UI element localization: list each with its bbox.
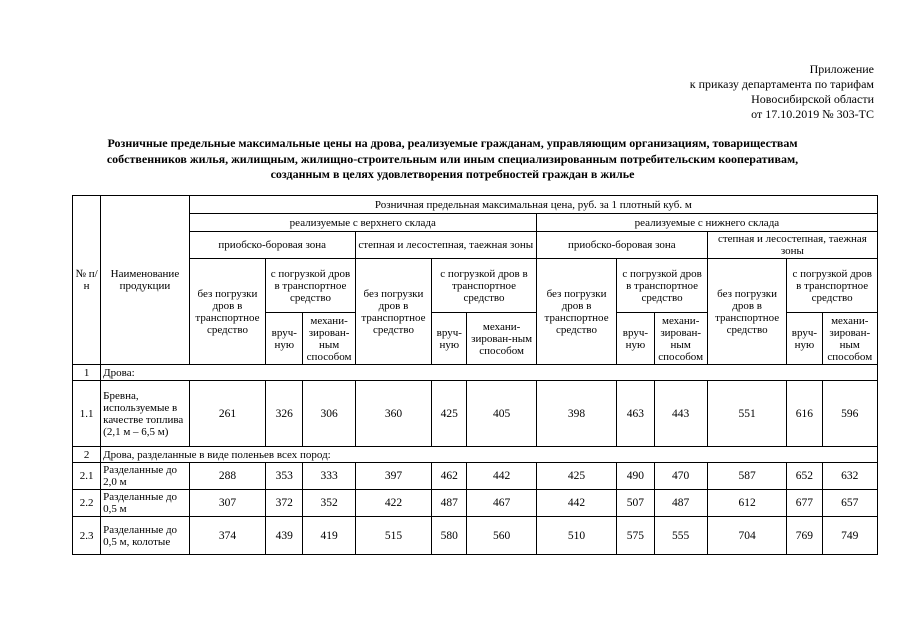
appendix-line: Новосибирской области <box>751 92 874 106</box>
section-row <box>73 447 878 463</box>
price-cell: 288 <box>189 463 265 490</box>
price-cell: 360 <box>355 381 431 447</box>
table-row <box>73 463 878 490</box>
price-cell: 657 <box>822 490 877 517</box>
header-zone-steppe: степная и лесостепная, таежная зоны <box>707 232 877 259</box>
price-cell: 261 <box>189 381 265 447</box>
table-row <box>73 517 878 555</box>
price-cell: 333 <box>303 463 355 490</box>
price-cell: 510 <box>536 517 616 555</box>
price-cell: 467 <box>467 490 536 517</box>
header-manual: вруч-ную <box>266 313 303 365</box>
header-mechanized: механи-зирован-ным способом <box>467 313 536 365</box>
price-cell: 443 <box>654 381 707 447</box>
price-cell: 616 <box>787 381 822 447</box>
header-manual: вруч-ную <box>617 313 654 365</box>
price-cell: 397 <box>355 463 431 490</box>
header-product-name: Наименование продукции <box>101 196 190 365</box>
price-cell: 425 <box>536 463 616 490</box>
price-cell: 487 <box>432 490 467 517</box>
price-cell: 652 <box>787 463 822 490</box>
price-cell: 507 <box>617 490 654 517</box>
row-number: 2.2 <box>73 490 101 517</box>
section-number: 2 <box>73 447 101 463</box>
price-cell: 419 <box>303 517 355 555</box>
product-name: Разделанные до 0,5 м, колотые <box>101 517 190 555</box>
price-cell: 326 <box>266 381 303 447</box>
appendix-line: к приказу департамента по тарифам <box>689 77 874 91</box>
header-with-loading: с погрузкой дров в транспортное средство <box>787 259 878 313</box>
price-cell: 560 <box>467 517 536 555</box>
header-num: № п/н <box>73 196 101 365</box>
price-cell: 487 <box>654 490 707 517</box>
header-zone-forest: приобско-боровая зона <box>189 232 355 259</box>
section-title: Дрова, разделанные в виде поленьев всех пород: <box>101 447 878 463</box>
title-line: собственников жилья, жилищным, жилищно-строительным или иным специализированным потребительским кооперативам, <box>106 151 799 166</box>
header-without-loading: без погрузки дров в транспортное средство <box>536 259 616 365</box>
price-cell: 442 <box>467 463 536 490</box>
price-cell: 405 <box>467 381 536 447</box>
price-cell: 353 <box>266 463 303 490</box>
price-cell: 515 <box>355 517 431 555</box>
price-cell: 463 <box>617 381 654 447</box>
appendix-line: Приложение <box>809 62 874 76</box>
price-cell: 398 <box>536 381 616 447</box>
price-cell: 470 <box>654 463 707 490</box>
price-table <box>72 195 878 555</box>
price-cell: 306 <box>303 381 355 447</box>
price-cell: 422 <box>355 490 431 517</box>
row-number: 2.1 <box>73 463 101 490</box>
header-manual: вруч-ную <box>787 313 822 365</box>
header-zone-forest: приобско-боровая зона <box>536 232 707 259</box>
price-cell: 307 <box>189 490 265 517</box>
price-cell: 575 <box>617 517 654 555</box>
header-with-loading: с погрузкой дров в транспортное средство <box>266 259 356 313</box>
price-cell: 425 <box>432 381 467 447</box>
row-number: 2.3 <box>73 517 101 555</box>
price-cell: 551 <box>707 381 786 447</box>
price-cell: 439 <box>266 517 303 555</box>
price-cell: 677 <box>787 490 822 517</box>
price-cell: 769 <box>787 517 822 555</box>
product-name: Бревна, используемые в качестве топлива (2,1 м – 6,5 м) <box>101 381 190 447</box>
price-cell: 612 <box>707 490 786 517</box>
appendix-block <box>690 62 874 122</box>
section-row <box>73 365 878 381</box>
table-row <box>73 381 878 447</box>
price-cell: 374 <box>189 517 265 555</box>
product-name: Разделанные до 0,5 м <box>101 490 190 517</box>
section-number: 1 <box>73 365 101 381</box>
header-without-loading: без погрузки дров в транспортное средство <box>707 259 786 365</box>
row-number: 1.1 <box>73 381 101 447</box>
header-zone-steppe: степная и лесостепная, таежная зоны <box>355 232 536 259</box>
header-manual: вруч-ную <box>432 313 467 365</box>
table-row <box>73 490 878 517</box>
price-cell: 372 <box>266 490 303 517</box>
price-cell: 587 <box>707 463 786 490</box>
section-title: Дрова: <box>101 365 878 381</box>
header-with-loading: с погрузкой дров в транспортное средство <box>432 259 537 313</box>
price-cell: 490 <box>617 463 654 490</box>
price-cell: 749 <box>822 517 877 555</box>
price-cell: 462 <box>432 463 467 490</box>
price-cell: 555 <box>654 517 707 555</box>
header-with-loading: с погрузкой дров в транспортное средство <box>617 259 708 313</box>
price-cell: 632 <box>822 463 877 490</box>
title-line: созданным в целях удовлетворения потребностей граждан в жилье <box>270 167 635 181</box>
header-without-loading: без погрузки дров в транспортное средство <box>355 259 431 365</box>
header-price-caption: Розничная предельная максимальная цена, руб. за 1 плотный куб. м <box>189 196 877 214</box>
price-cell: 704 <box>707 517 786 555</box>
appendix-line: от 17.10.2019 № 303-ТС <box>751 107 874 121</box>
product-name: Разделанные до 2,0 м <box>101 463 190 490</box>
price-cell: 352 <box>303 490 355 517</box>
header-mechanized: механи-зирован-ным способом <box>822 313 877 365</box>
title-line: Розничные предельные максимальные цены на дрова, реализуемые гражданам, управляющим организациям, товариществам <box>107 136 798 150</box>
header-without-loading: без погрузки дров в транспортное средство <box>189 259 265 365</box>
header-upper-warehouse: реализуемые с верхнего склада <box>189 214 536 232</box>
price-cell: 596 <box>822 381 877 447</box>
header-lower-warehouse: реализуемые с нижнего склада <box>536 214 877 232</box>
price-cell: 442 <box>536 490 616 517</box>
header-mechanized: механи-зирован-ным способом <box>303 313 355 365</box>
price-cell: 580 <box>432 517 467 555</box>
header-mechanized: механи-зирован-ным способом <box>654 313 707 365</box>
document-title <box>60 136 845 183</box>
